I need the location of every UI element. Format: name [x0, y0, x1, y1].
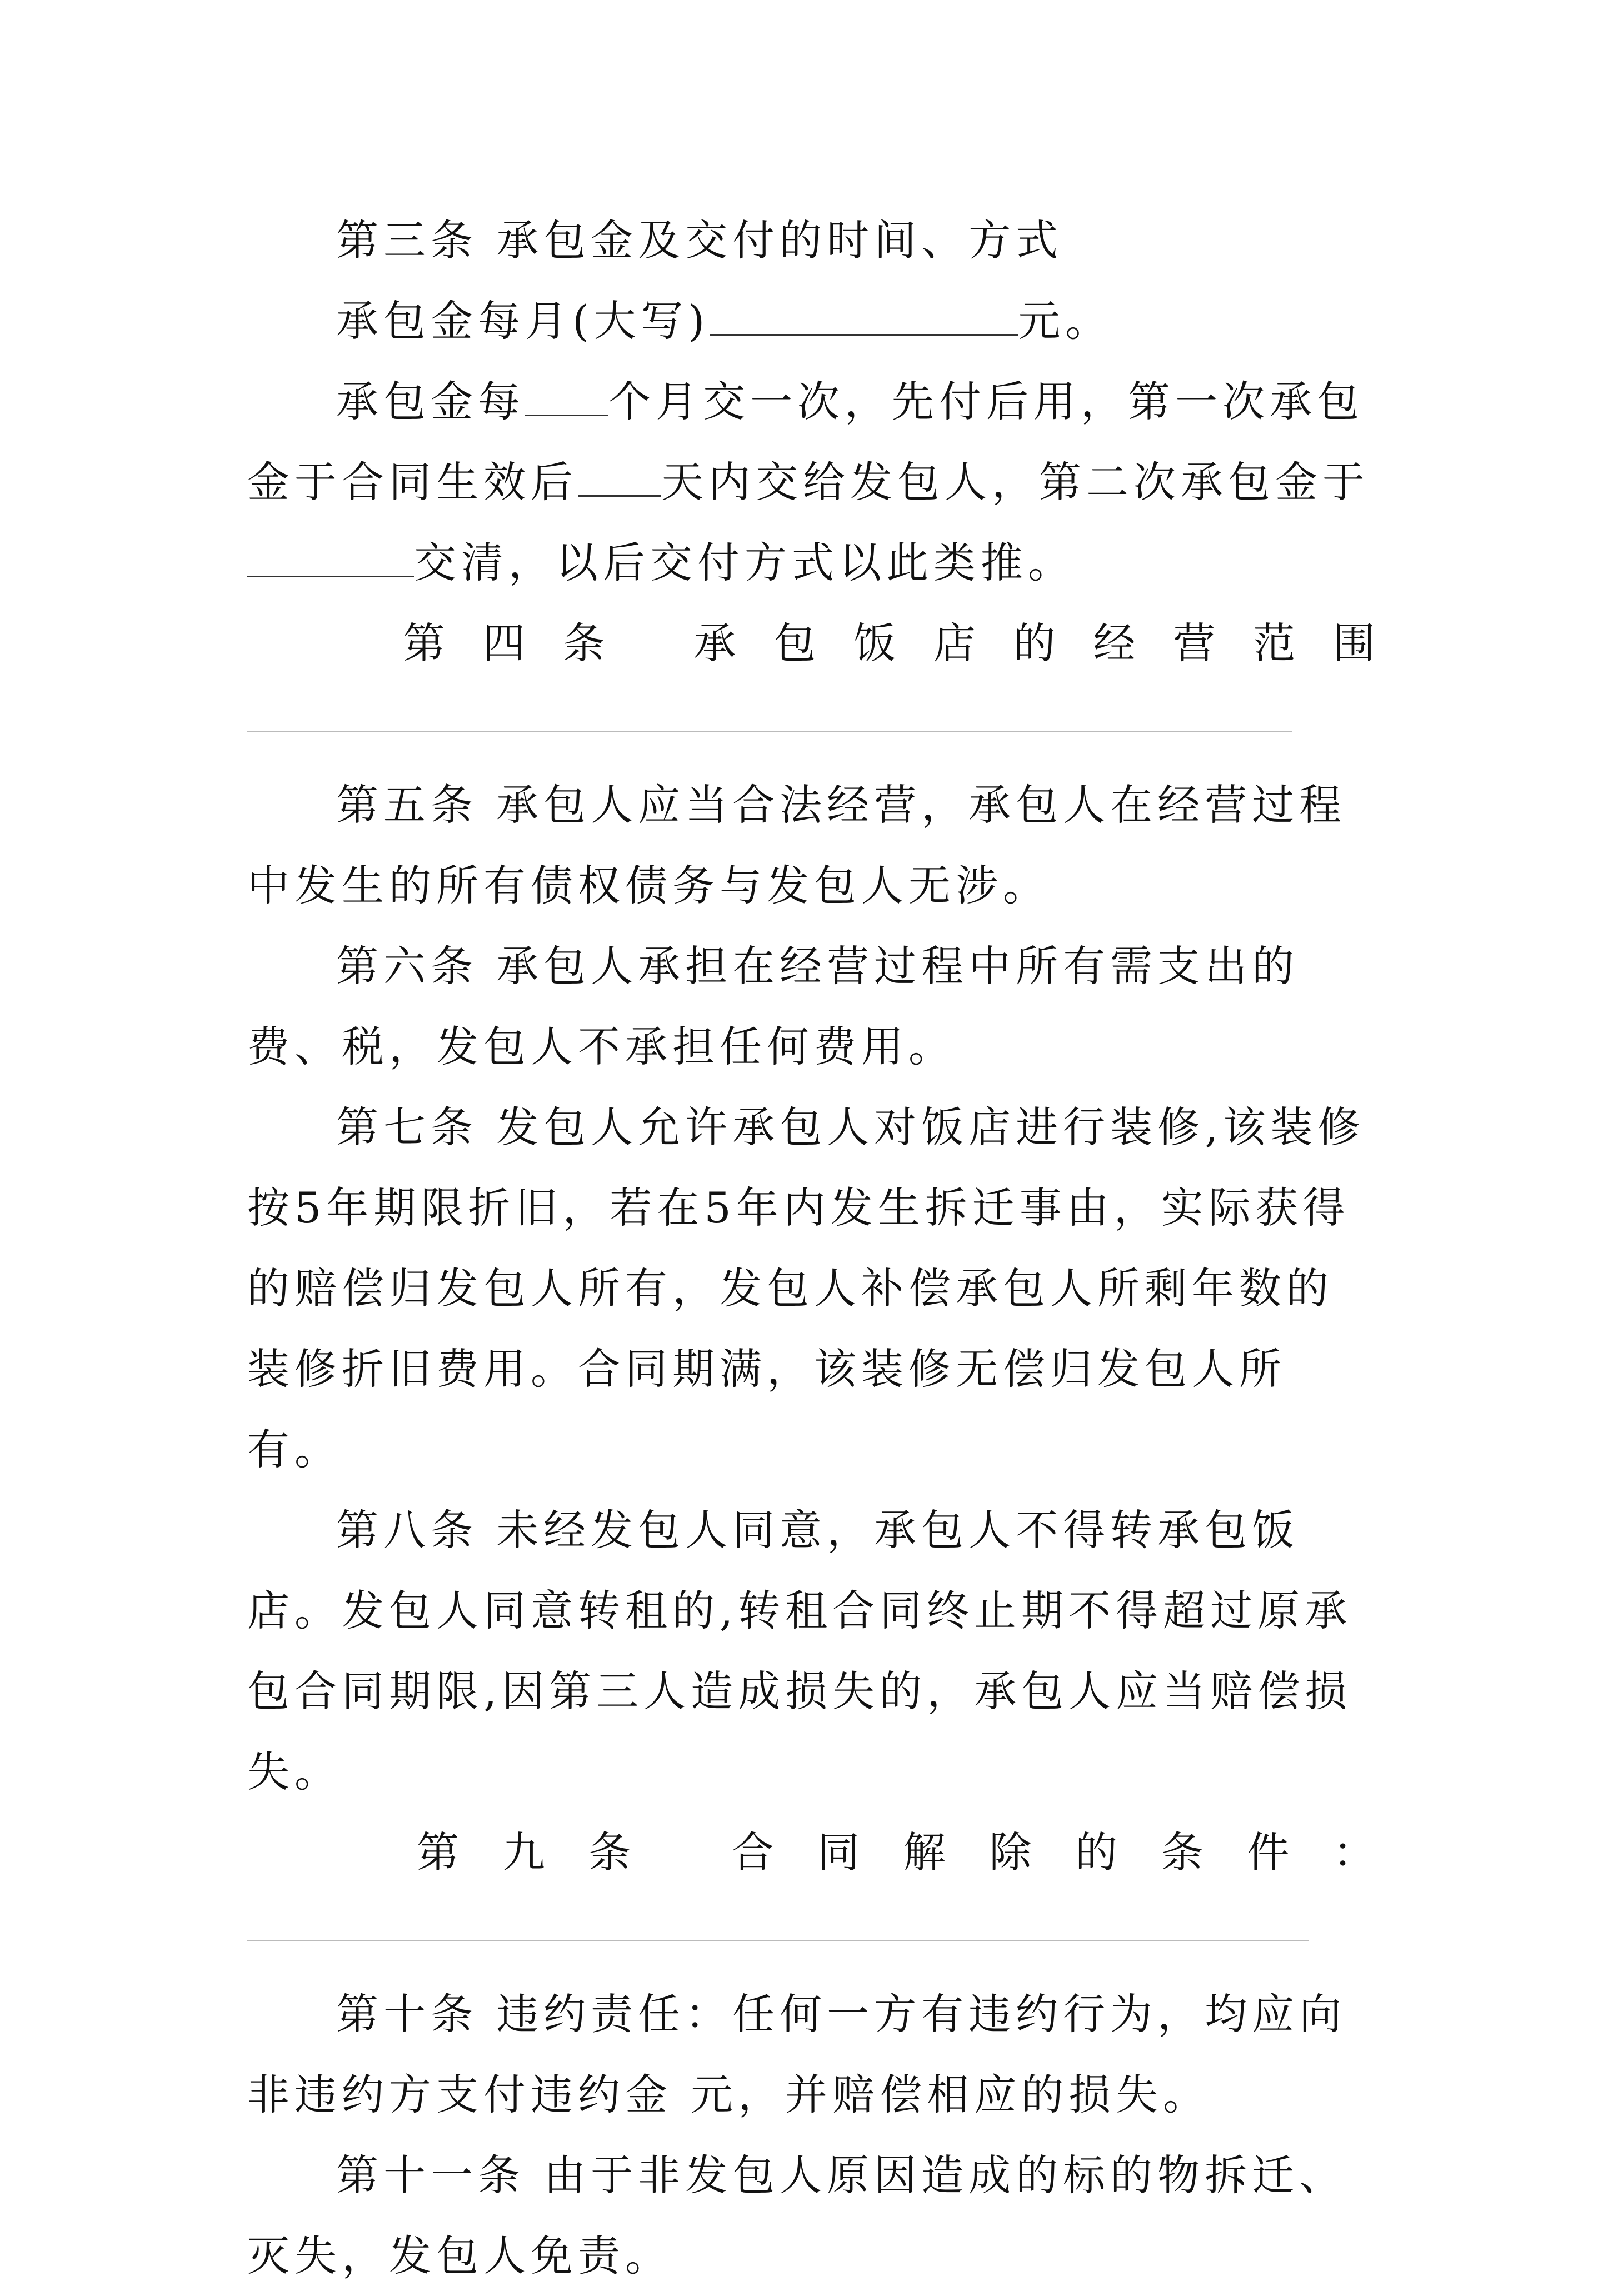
payment-terms-part-d: 交清，以后交付方式以此类推。 [414, 538, 1075, 587]
article-11: 第十一条 由于非发包人原因造成的标的物拆迁、灭失，发包人免责。 [247, 2150, 1347, 2280]
payment-interval-blank [525, 380, 608, 416]
article-9-fill-line [247, 1940, 1309, 1941]
article-3-monthly-fee-unit: 元。 [1018, 296, 1113, 346]
article-3-payment-terms [247, 361, 1375, 603]
article-4-title: 第四条 承包饭店的经营范围 [403, 618, 1375, 668]
monthly-fee-blank [710, 300, 1018, 336]
payment-terms-part-c: 天内交给发包人，第二次承包金于 [661, 457, 1370, 507]
article-3-monthly-fee-label: 承包金每月(大写) [336, 296, 710, 346]
article-7: 第七条 发包人允许承包人对饭店进行装修,该装修按5年期限折旧，若在5年内发生拆迁事由，实际获得的赔偿归发包人所有，发包人补偿承包人所剩年数的装修折旧费用。合同期满，该装修无偿归发包人所有。 [247, 1102, 1365, 1474]
article-10: 第十条 违约责任：任何一方有违约行为，均应向非违约方支付违约金 元，并赔偿相应的损失。 [247, 1989, 1347, 2119]
article-4-fill-line [247, 731, 1292, 732]
first-payment-days-blank [578, 461, 661, 497]
payment-terms-part-b: 个月交一次，先付后用，第一次承包金于合同生效后 [247, 377, 1364, 507]
article-8: 第八条 未经发包人同意，承包人不得转承包饭店。发包人同意转租的,转租合同终止期不得超过原承包合同期限,因第三人造成损失的，承包人应当赔偿损失。 [247, 1505, 1352, 1796]
contract-body [247, 200, 1375, 2296]
article-5: 第五条 承包人应当合法经营，承包人在经营过程中发生的所有债权债务与发包人无涉。 [247, 780, 1347, 910]
article-3-title: 第三条 承包金及交付的时间、方式 [336, 216, 1063, 265]
second-payment-date-blank [247, 541, 414, 577]
payment-terms-part-a: 承包金每 [336, 377, 525, 426]
article-3-monthly-fee [247, 281, 1375, 361]
article-9-title: 第九条 合同解除的条件： [417, 1828, 1375, 1877]
article-6: 第六条 承包人承担在经营过程中所有需支出的费、税，发包人不承担任何费用。 [247, 941, 1300, 1071]
